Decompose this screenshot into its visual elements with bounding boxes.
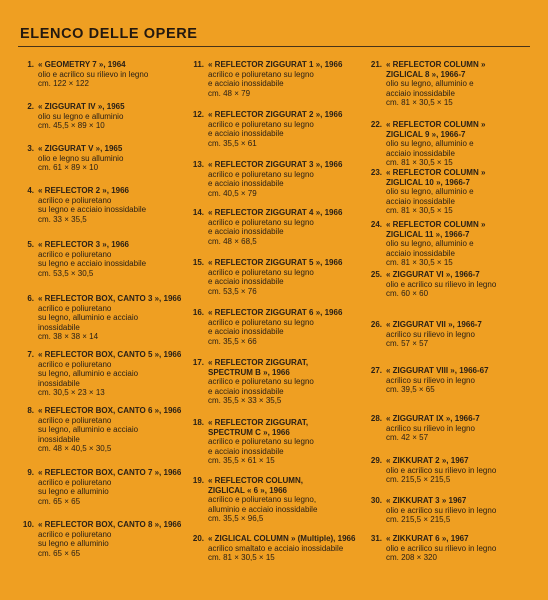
work-detail-line: acrilico e poliuretano — [38, 249, 112, 259]
work-number: 7. — [27, 350, 34, 359]
work-details — [386, 320, 546, 349]
work-detail-line: su legno e acciaio inossidabile — [38, 205, 147, 214]
work-details — [386, 270, 546, 299]
work-details — [208, 160, 368, 198]
work-number: 3. — [27, 144, 34, 153]
work-detail-line: acrilico smaltato e acciaio inossidabile — [208, 543, 344, 553]
work-title: « REFLECTOR ZIGGURAT 1 », 1966 — [208, 60, 343, 69]
work-detail-line: acrilico e poliuretano su legno — [208, 217, 314, 227]
work-detail-line: inossidabile — [38, 322, 80, 332]
work-number: 9. — [27, 468, 34, 477]
work-detail-line: su legno, alluminio e acciaio — [38, 313, 139, 322]
work-detail-line: acrilico e poliuretano — [38, 477, 112, 487]
work-detail-line: ZIGLICAL 8 », 1966-7 — [386, 69, 466, 79]
work-detail-line: cm. 215,5 × 215,5 — [386, 515, 451, 524]
work-detail-line: e acciaio inossidabile — [208, 227, 284, 236]
work-title: « REFLECTOR 3 », 1966 — [38, 240, 129, 249]
work-details — [208, 308, 368, 346]
work-detail-line: olio su legno, alluminio e — [386, 187, 474, 196]
work-number: 11. — [193, 60, 204, 69]
work-number: 20. — [192, 534, 204, 543]
work-number: 14. — [192, 208, 204, 217]
work-title: « ZIGGURAT VII », 1966-7 — [386, 320, 482, 329]
work-number: 22. — [370, 120, 382, 129]
work-number: 17. — [192, 358, 204, 367]
work-title: « REFLECTOR ZIGGURAT 2 », 1966 — [208, 110, 343, 119]
work-detail-line: acrilico e poliuretano su legno — [208, 119, 314, 129]
work-detail-line: su legno, alluminio e acciaio — [38, 425, 139, 434]
work-detail-line: cm. 81 × 30,5 × 15 — [208, 553, 275, 562]
work-detail-line: cm. 35,5 × 96,5 — [208, 514, 264, 523]
work-detail-line: SPECTRUM C », 1966 — [208, 427, 290, 437]
work-detail-line: e acciaio inossidabile — [208, 129, 284, 138]
work-detail-line: cm. 57 × 57 — [386, 339, 429, 348]
work-title: « REFLECTOR COLUMN, — [208, 476, 303, 485]
work-detail-line: cm. 39,5 × 65 — [386, 385, 435, 394]
work-detail-line: acciaio inossidabile — [386, 248, 455, 258]
work-detail-line: acrilico su rilievo in legno — [386, 375, 475, 385]
work-title: « REFLECTOR BOX, CANTO 5 », 1966 — [38, 350, 182, 359]
work-title: « REFLECTOR ZIGGURAT 4 », 1966 — [208, 208, 343, 217]
work-details — [38, 406, 198, 454]
work-number: 30. — [370, 496, 382, 505]
work-detail-line: e acciaio inossidabile — [208, 327, 284, 336]
work-detail-line: acrilico e poliuretano su legno — [208, 169, 314, 179]
work-detail-line: acrilico e poliuretano su legno — [208, 69, 314, 79]
work-details — [208, 208, 368, 246]
work-details — [386, 414, 546, 443]
work-number: 16. — [192, 308, 204, 317]
work-number: 13. — [192, 160, 204, 169]
work-title: « GEOMETRY 7 », 1964 — [38, 60, 126, 69]
work-title: « REFLECTOR BOX, CANTO 7 », 1966 — [38, 468, 182, 477]
work-number: 19. — [192, 476, 204, 485]
work-number: 23. — [370, 168, 382, 177]
work-title: « REFLECTOR COLUMN » — [386, 220, 486, 229]
work-detail-line: e acciaio inossidabile — [208, 446, 284, 456]
work-details — [38, 520, 198, 558]
work-number: 1. — [27, 60, 34, 69]
work-details — [386, 220, 546, 268]
work-details — [208, 476, 368, 524]
work-details — [386, 456, 546, 485]
work-details — [386, 496, 546, 525]
work-title: « REFLECTOR ZIGGURAT 5 », 1966 — [208, 258, 343, 267]
work-detail-line: e acciaio inossidabile — [208, 179, 284, 188]
work-detail-line: cm. 30,5 × 23 × 13 — [38, 388, 105, 397]
work-number: 10. — [22, 520, 34, 529]
work-detail-line: acrilico e poliuretano — [38, 529, 112, 539]
work-detail-line: ZIGLICAL 10 », 1966-7 — [386, 177, 470, 187]
work-detail-line: cm. 53,5 × 76 — [208, 286, 257, 296]
work-detail-line: cm. 38 × 38 × 14 — [38, 332, 99, 341]
work-details — [38, 294, 198, 342]
work-number: 4. — [27, 186, 34, 195]
work-detail-line: olio e acrilico su rilievo in legno — [386, 505, 497, 515]
work-detail-line: inossidabile — [38, 434, 80, 444]
work-detail-line: cm. 81 × 30,5 × 15 — [386, 206, 453, 215]
work-title: « ZIGGURAT VI », 1966-7 — [386, 270, 480, 279]
work-number: 6. — [27, 294, 34, 303]
work-title: « REFLECTOR COLUMN » — [386, 168, 486, 177]
work-detail-line: acrilico e poliuretano su legno — [208, 377, 314, 386]
work-detail-line: SPECTRUM B », 1966 — [208, 367, 290, 377]
work-details — [38, 186, 198, 224]
work-title: « ZIKKURAT 3 » 1967 — [386, 496, 467, 505]
work-details — [386, 120, 546, 168]
work-detail-line: cm. 81 × 30,5 × 15 — [386, 98, 453, 107]
work-detail-line: acrilico e poliuretano — [38, 415, 112, 425]
work-number: 8. — [27, 406, 34, 415]
work-details — [38, 468, 198, 506]
work-details — [208, 60, 368, 98]
work-detail-line: olio su legno, alluminio e — [386, 139, 474, 148]
work-detail-line: acciaio inossidabile — [386, 148, 455, 158]
work-detail-line: cm. 45,5 × 89 × 10 — [38, 121, 105, 130]
work-detail-line: cm. 33 × 35,5 — [38, 214, 87, 224]
work-detail-line: olio e acrilico su rilievo in legno — [38, 69, 149, 79]
work-detail-line: su legno e acciaio inossidabile — [38, 259, 147, 268]
work-detail-line: olio su legno, alluminio e — [386, 79, 474, 88]
work-detail-line: e acciaio inossidabile — [208, 386, 284, 396]
work-detail-line: inossidabile — [38, 378, 80, 388]
work-detail-line: cm. 65 × 65 — [38, 548, 81, 558]
work-title: « REFLECTOR 2 », 1966 — [38, 186, 129, 195]
work-detail-line: cm. 61 × 89 × 10 — [38, 163, 99, 172]
work-number: 5. — [27, 240, 34, 249]
work-detail-line: cm. 122 × 122 — [38, 79, 89, 88]
work-number: 29. — [370, 456, 382, 465]
title-divider — [18, 46, 530, 47]
work-title: « ZIGGURAT V », 1965 — [38, 144, 123, 153]
work-title: « ZIGGURAT IV », 1965 — [38, 102, 125, 111]
work-details — [208, 358, 368, 406]
work-title: « REFLECTOR ZIGGURAT 6 », 1966 — [208, 308, 343, 317]
work-detail-line: acrilico e poliuretano su legno — [208, 437, 314, 446]
work-details — [38, 240, 198, 278]
work-number: 28. — [370, 414, 382, 423]
work-detail-line: cm. 35,5 × 61 — [208, 138, 257, 148]
work-number: 26. — [370, 320, 382, 329]
work-detail-line: cm. 48 × 79 — [208, 88, 251, 98]
work-detail-line: olio su legno, alluminio e — [386, 239, 474, 248]
work-detail-line: acrilico e poliuretano su legno — [208, 267, 314, 277]
work-detail-line: cm. 60 × 60 — [386, 289, 429, 298]
work-number: 25. — [370, 270, 382, 279]
work-detail-line: olio e acrilico su rilievo in legno — [386, 465, 497, 475]
work-detail-line: cm. 81 × 30,5 × 15 — [386, 158, 453, 167]
work-title: « ZIKKURAT 2 », 1967 — [386, 456, 469, 465]
work-detail-line: cm. 48 × 68,5 — [208, 236, 257, 246]
work-detail-line: ZIGLICAL 9 », 1966-7 — [386, 129, 466, 139]
work-title: « REFLECTOR BOX, CANTO 6 », 1966 — [38, 406, 182, 415]
work-detail-line: acrilico e poliuretano su legno — [208, 317, 314, 327]
work-detail-line: cm. 40,5 × 79 — [208, 188, 257, 198]
work-detail-line: alluminio e acciaio inossidabile — [208, 504, 318, 514]
work-detail-line: cm. 53,5 × 30,5 — [38, 268, 94, 278]
work-title: « ZIGLICAL COLUMN » (Multiple), 1966 — [208, 534, 356, 543]
work-detail-line: olio su legno e alluminio — [38, 111, 124, 121]
work-detail-line: olio e legno su alluminio — [38, 153, 124, 163]
work-detail-line: su legno, alluminio e acciaio — [38, 369, 139, 378]
work-detail-line: su legno e alluminio — [38, 539, 109, 548]
work-detail-line: acrilico su rilievo in legno — [386, 329, 475, 339]
work-detail-line: acrilico e poliuretano — [38, 303, 112, 313]
work-title: « REFLECTOR ZIGGURAT, — [208, 418, 309, 427]
work-number: 27. — [370, 366, 382, 375]
work-details — [38, 350, 198, 398]
work-title: « REFLECTOR ZIGGURAT 3 », 1966 — [208, 160, 343, 169]
work-details — [38, 102, 198, 131]
work-detail-line: acrilico su rilievo in legno — [386, 423, 475, 433]
work-number: 31. — [370, 534, 382, 543]
work-detail-line: acrilico e poliuretano — [38, 359, 112, 369]
work-title: « REFLECTOR ZIGGURAT, — [208, 358, 309, 367]
work-detail-line: cm. 48 × 40,5 × 30,5 — [38, 444, 112, 453]
work-detail-line: acciaio inossidabile — [386, 196, 455, 206]
work-number: 21. — [370, 60, 382, 69]
work-title: « ZIGGURAT VIII », 1966-67 — [386, 366, 489, 375]
work-number: 15. — [192, 258, 204, 267]
work-details — [386, 168, 546, 216]
work-detail-line: ZIGLICAL « 6 », 1966 — [208, 485, 287, 495]
work-title: « REFLECTOR BOX, CANTO 3 », 1966 — [38, 294, 182, 303]
work-number: 12. — [192, 110, 204, 119]
work-details — [386, 534, 546, 563]
work-detail-line: e acciaio inossidabile — [208, 79, 284, 88]
work-detail-line: cm. 215,5 × 215,5 — [386, 475, 451, 484]
work-detail-line: olio e acrilico su rilievo in legno — [386, 543, 497, 553]
work-detail-line: olio e acrilico su rilievo in legno — [386, 279, 497, 289]
work-title: « REFLECTOR COLUMN » — [386, 60, 486, 69]
work-detail-line: acrilico e poliuretano — [38, 195, 112, 205]
work-number: 18. — [192, 418, 204, 427]
work-details — [208, 258, 368, 296]
work-details — [386, 60, 546, 108]
work-detail-line: cm. 35,5 × 61 × 15 — [208, 456, 275, 465]
work-title: « REFLECTOR BOX, CANTO 8 », 1966 — [38, 520, 182, 529]
work-detail-line: cm. 81 × 30,5 × 15 — [386, 258, 453, 267]
work-detail-line: e acciaio inossidabile — [208, 277, 284, 286]
work-detail-line: cm. 208 × 320 — [386, 553, 437, 562]
work-title: « ZIKKURAT 6 », 1967 — [386, 534, 469, 543]
work-title: « ZIGGURAT IX », 1966-7 — [386, 414, 480, 423]
work-detail-line: acrilico e poliuretano su legno, — [208, 495, 317, 504]
page-title: ELENCO DELLE OPERE — [20, 26, 198, 42]
work-detail-line: cm. 35,5 × 33 × 35,5 — [208, 396, 282, 405]
work-number: 2. — [27, 102, 34, 111]
work-detail-line: cm. 35,5 × 66 — [208, 336, 257, 346]
work-title: « REFLECTOR COLUMN » — [386, 120, 486, 129]
work-detail-line: ZIGLICAL 11 », 1966-7 — [386, 229, 470, 239]
work-details — [208, 534, 368, 563]
work-details — [208, 110, 368, 148]
work-detail-line: cm. 65 × 65 — [38, 496, 81, 506]
work-number: 24. — [370, 220, 382, 229]
work-details — [38, 144, 198, 173]
work-details — [386, 366, 546, 395]
work-detail-line: cm. 42 × 57 — [386, 433, 429, 442]
work-detail-line: acciaio inossidabile — [386, 88, 455, 98]
work-details — [38, 60, 198, 89]
work-detail-line: su legno e alluminio — [38, 487, 109, 496]
work-details — [208, 418, 368, 466]
